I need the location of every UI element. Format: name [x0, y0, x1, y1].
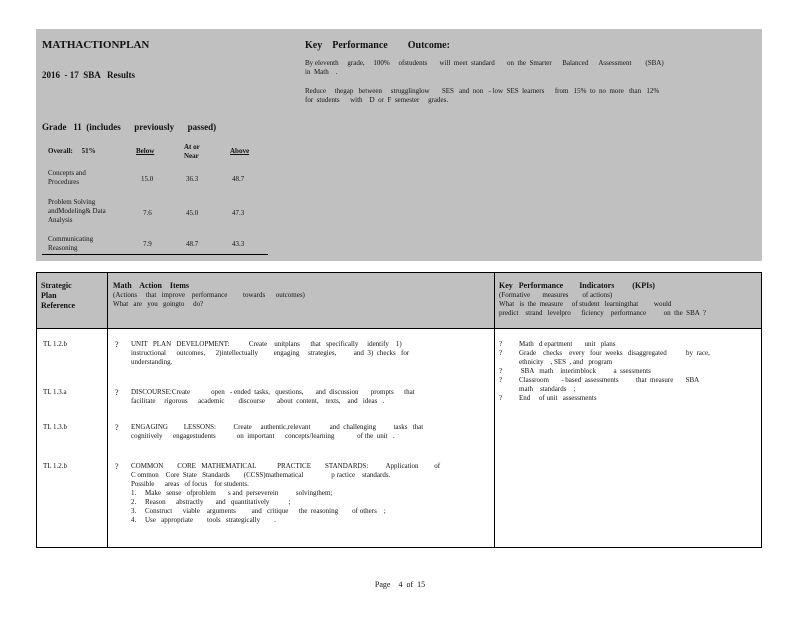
plan-reference: TL 1.2.b — [43, 340, 68, 348]
bullet-icon: ? — [115, 340, 119, 349]
table-bottom-rule — [42, 254, 268, 255]
kpi-item: ? Classroom - based assessments that measure SBA math standards ; — [499, 376, 700, 393]
row-above: 43.3 — [232, 240, 245, 248]
action-item: DISCOURSE:Create open - ended tasks, questions, and discussion prompts that facilitate rigorous academic discourse about content, texts, and ideas . — [131, 388, 415, 405]
kpi-list — [499, 340, 759, 403]
plan-reference: TL 1.3.b — [43, 423, 68, 431]
near-header: At or Near — [184, 143, 200, 160]
action-items-header: Math Action Items (Actions that improve performance towards outcomes) What are you goingto do? — [113, 281, 305, 308]
row-label: Problem Solving andModeling& Data Analysis — [48, 198, 106, 224]
plan-reference: TL 1.2.b — [43, 462, 68, 470]
row-above: 48.7 — [232, 175, 245, 183]
row-near: 48.7 — [186, 240, 199, 248]
row-below: 7.6 — [143, 209, 152, 217]
plan-reference: TL 1.3.a — [43, 388, 67, 396]
kpo-line: in Math . — [305, 68, 338, 76]
kpi-item: ? Math d epartment unit plans — [499, 340, 616, 348]
results-subtitle: 2016 - 17 SBA Results — [42, 70, 136, 80]
results-table — [36, 139, 276, 259]
action-item: ENGAGING LESSONS: Create authentic,relevant and challenging tasks that cognitively engagestudents on important concepts/learning of the unit . — [131, 423, 424, 440]
grade-heading: Grade 11 (includes previously passed) — [42, 122, 217, 132]
bullet-icon: ? — [499, 367, 503, 375]
below-header: Below — [136, 147, 155, 155]
plan-title: MATHACTIONPLAN — [42, 39, 150, 51]
row-label: Concepts and Procedures — [48, 169, 86, 186]
above-header: Above — [230, 147, 250, 155]
bullet-icon: ? — [115, 388, 119, 397]
bullet-icon: ? — [499, 349, 503, 357]
row-label: Communicating Reasoning — [48, 235, 94, 252]
kpo-line: Reduce thegap between strugglinglow SES and non - low SES learners from 15% to no more than 12% — [305, 87, 660, 95]
kpi-item: ? SBA math interimblock a ssessments — [499, 367, 651, 375]
kpi-item: ? End of unit assessments — [499, 394, 597, 402]
column-divider — [494, 273, 495, 547]
header-divider — [37, 328, 761, 329]
kpo-title: Key Performance Outcome: — [305, 40, 450, 51]
overall-header: Overall: 51% — [48, 147, 96, 155]
results-panel — [36, 29, 762, 261]
action-item: UNIT PLAN DEVELOPMENT: Create unitplans that specifically identify 1) instructional outcomes, 2)intellectually engaging strategies, and 3) checks for understanding. — [131, 340, 410, 366]
kpi-header: Key Performance Indicators (KPIs) (Formative measures of actions) What is the measure of student learningthat would predict strand levelpro ficiency performance on the SBA ? — [499, 281, 707, 317]
bullet-icon: ? — [115, 462, 119, 471]
kpo-line: By eleventh grade, 100% ofstudents will meet standard on the Smarter Balanced Assessment (SBA) — [305, 59, 664, 67]
bullet-icon: ? — [499, 394, 503, 402]
bullet-icon: ? — [115, 423, 119, 432]
action-plan-table — [36, 272, 762, 548]
strategic-header: Strategic Plan Reference — [41, 281, 76, 310]
kpi-item: ? Grade checks every four weeks disaggregated by race, ethnicity , SES , and program — [499, 349, 710, 366]
column-divider — [107, 273, 108, 547]
kpo-line: for students with D or F semester grades. — [305, 96, 449, 104]
page-number: Page 4 of 15 — [374, 580, 426, 589]
row-near: 45.0 — [186, 209, 199, 217]
action-item: COMMON CORE MATHEMATICAL PRACTICE STANDARDS: Application of C ommon Core State Standards (CCSS)mathematical p ractice standards. Possible areas of focus for students. 1. Make sense ofproblem s and perseverein solvingthem; 2. Reason abstractly and quantitatively ; 3. Construct viable arguments and critique the reasoning of others ; 4. Use appropriate tools strategically . — [131, 462, 441, 524]
bullet-icon: ? — [499, 376, 503, 384]
row-near: 36.3 — [186, 175, 199, 183]
row-below: 7.9 — [143, 240, 152, 248]
row-above: 47.3 — [232, 209, 245, 217]
row-below: 15.0 — [141, 175, 154, 183]
bullet-icon: ? — [499, 340, 503, 348]
